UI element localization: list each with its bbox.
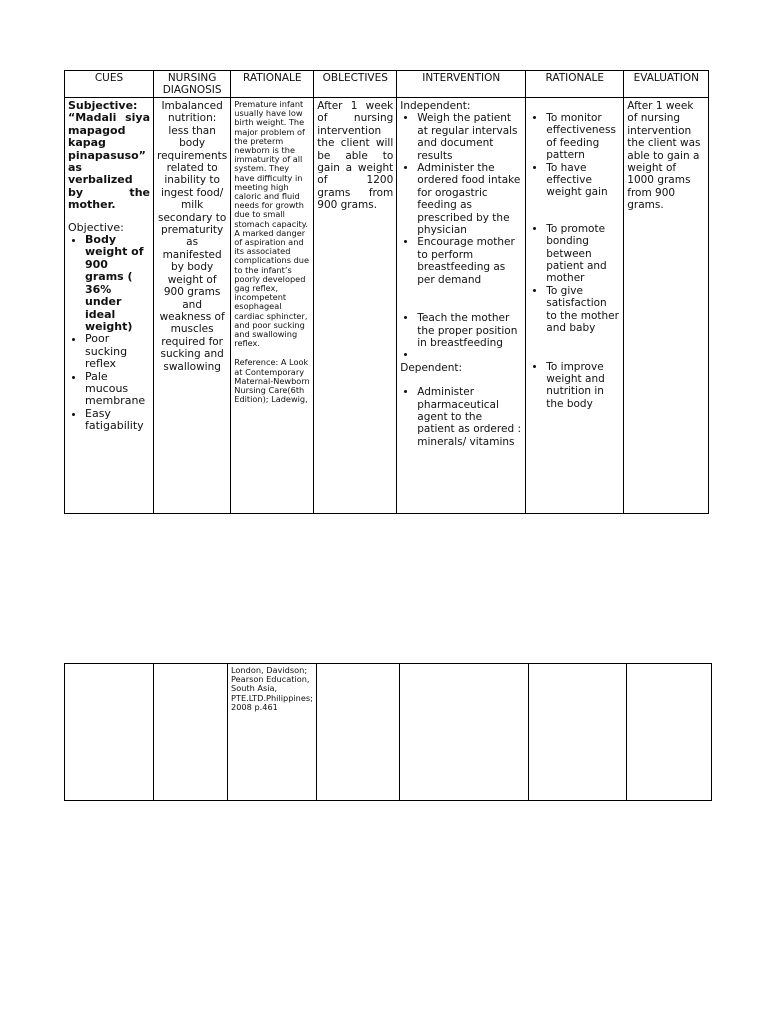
reference-text: Reference: A Look at Contemporary Maternal-Newborn Nursing Care(6th Edition); Ladewig, bbox=[234, 357, 310, 405]
list-item: • To improve weight and nutrition in the body bbox=[546, 361, 620, 411]
objective-list bbox=[68, 234, 150, 433]
dependent-list bbox=[400, 386, 522, 448]
subjective-cue: Subjective: “Madali siya mapagod kapag pinapasuso” as verbalized by the mother. bbox=[68, 99, 150, 212]
header-evaluation: EVALUATION bbox=[624, 71, 709, 98]
empty-cell bbox=[528, 664, 626, 801]
list-item: • Easy fatigability bbox=[85, 408, 150, 433]
header-rationale-2: RATIONALE bbox=[526, 71, 624, 98]
independent-list-2 bbox=[400, 312, 522, 362]
rationale-text: Premature infant usually have low birth weight. The major problem of the preterm newborn is the immaturity of all system. They have difficulty in meeting high caloric and fluid needs for growth due to small stomach capacity. A marked danger of aspiration and its associated complications due to the infant’s poorly developed gag reflex, incompetent esophageal cardiac sphincter, and poor sucking and swallowing reflex. bbox=[234, 99, 309, 349]
independent-list bbox=[400, 112, 522, 286]
empty-cell bbox=[399, 664, 528, 801]
objectives-cell: After 1 week of nursing intervention the client will be able to gain a weight of 1200 grams from 900 grams. bbox=[314, 98, 397, 514]
list-item bbox=[417, 349, 522, 361]
list-item: • Encourage mother to perform breastfeeding as per demand bbox=[417, 236, 522, 286]
header-rationale: RATIONALE bbox=[231, 71, 314, 98]
intervention-cell bbox=[397, 98, 526, 514]
header-nursing-diagnosis: NURSING DIAGNOSIS bbox=[154, 71, 231, 98]
list-item: • Poor sucking reflex bbox=[85, 333, 150, 370]
rationale-list-3 bbox=[529, 361, 620, 411]
empty-cell bbox=[626, 664, 711, 801]
header-cues: CUES bbox=[65, 71, 154, 98]
rationale-list bbox=[529, 112, 620, 199]
empty-cell bbox=[154, 664, 228, 801]
objective-label: Objective: bbox=[68, 220, 124, 234]
cues-cell bbox=[65, 98, 154, 514]
header-objectives: OBLECTIVES bbox=[314, 71, 397, 98]
evaluation-cell: After 1 week of nursing intervention the client was able to gain a weight of 1000 grams from 900 grams. bbox=[624, 98, 709, 514]
rationale-list-2 bbox=[529, 223, 620, 335]
list-item: • Pale mucous membrane bbox=[85, 371, 150, 408]
nursing-diagnosis-cell: Imbalanced nutrition: less than body requirements related to inability to ingest food/ milk secondary to prematurity as manifested by body weight of 900 grams and weakness of muscles required for sucking and swallowing bbox=[154, 98, 231, 514]
care-plan-table bbox=[64, 70, 709, 514]
list-item: • Administer the ordered food intake for orogastric feeding as prescribed by the physician bbox=[417, 162, 522, 236]
list-item: • Weigh the patient at regular intervals and document results bbox=[417, 112, 522, 162]
list-item: • To have effective weight gain bbox=[546, 162, 620, 199]
empty-cell bbox=[316, 664, 399, 801]
list-item: • To monitor effectiveness of feeding pattern bbox=[546, 112, 620, 162]
list-item: • To promote bonding between patient and mother bbox=[546, 223, 620, 285]
rationale-2-cell bbox=[526, 98, 624, 514]
empty-cell bbox=[65, 664, 154, 801]
independent-label: Independent: bbox=[400, 100, 471, 112]
list-item: • Teach the mother the proper position in breastfeeding bbox=[417, 312, 522, 349]
list-item: • Administer pharmaceutical agent to the patient as ordered : minerals/ vitamins bbox=[417, 386, 522, 448]
list-item: • Body weight of 900 grams ( 36% under ideal weight) bbox=[85, 234, 150, 333]
dependent-label: Dependent: bbox=[400, 361, 463, 374]
list-item: • To give satisfaction to the mother and baby bbox=[546, 285, 620, 335]
care-plan-table-continued bbox=[64, 663, 712, 801]
reference-continued: London, Davidson; Pearson Education, South Asia, PTE.LTD.Philippines; 2008 p.461 bbox=[228, 664, 317, 801]
rationale-cell bbox=[231, 98, 314, 514]
header-intervention: INTERVENTION bbox=[397, 71, 526, 98]
